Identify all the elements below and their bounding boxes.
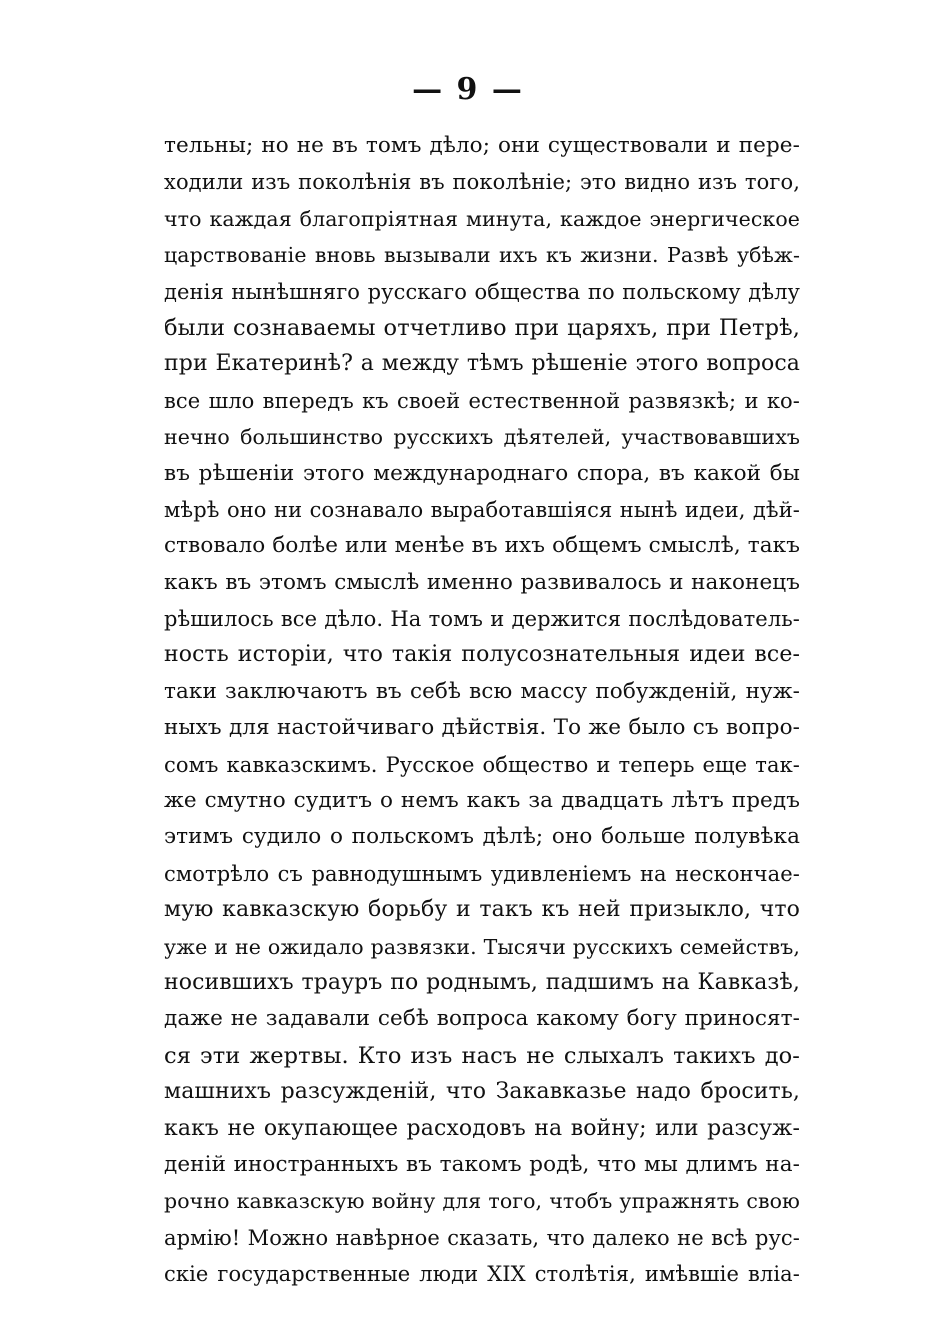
text-line: скіе государственные люди XIX столѣтія, имѣвшіе вліа-	[164, 1262, 800, 1287]
text-line: рѣшилось все дѣло. На томъ и держится послѣдователь-	[164, 607, 800, 632]
text-line: этимъ судило о польскомъ дѣлѣ; оно больше полувѣка	[164, 824, 800, 850]
text-line: все шло впередъ къ своей естественной развязкѣ; и ко-	[164, 388, 800, 413]
text-line: смотрѣло съ равнодушнымъ удивленіемъ на нескончае-	[164, 861, 800, 886]
text-line: тельны; но не въ томъ дѣло; они существовали и пере-	[164, 133, 800, 158]
text-line: ходили изъ поколѣнія въ поколѣніе; это видно изъ того,	[164, 170, 800, 195]
text-line: машнихъ разсужденій, что Закавказье надо бросить,	[164, 1079, 800, 1105]
page-number: — 9 —	[412, 72, 524, 107]
text-line: были сознаваемы отчетливо при царяхъ, при Петрѣ,	[164, 314, 800, 341]
body-text	[164, 128, 800, 1293]
text-line: армію! Можно навѣрное сказать, что далеко не всѣ рус-	[164, 1225, 800, 1250]
text-line: сомъ кавказскимъ. Русское общество и теперь еще так-	[164, 752, 800, 777]
text-line: ся эти жертвы. Кто изъ насъ не слыхалъ такихъ до-	[164, 1042, 800, 1069]
text-line: царствованіе вновь вызывали ихъ къ жизни. Развѣ убѣж-	[164, 243, 800, 268]
text-line: какъ въ этомъ смыслѣ именно развивалось и наконецъ	[164, 569, 800, 595]
text-line: мую кавказскую борьбу и такъ къ ней призыкло, что	[164, 897, 800, 923]
text-line: деній иностранныхъ въ такомъ родѣ, что мы длимъ на-	[164, 1151, 800, 1177]
text-line: уже и не ожидало развязки. Тысячи русскихъ семействъ,	[164, 934, 800, 959]
text-line: таки заключаютъ въ себѣ всю массу побужденій, нуж-	[164, 678, 800, 704]
text-line: ныхъ для настойчиваго дѣйствія. То же было съ вопро-	[164, 715, 800, 741]
text-line: что каждая благопріятная минута, каждое энергическое	[164, 206, 800, 231]
text-line: мѣрѣ оно ни сознавало выработавшіяся нынѣ идеи, дѣй-	[164, 497, 800, 522]
text-line: же смутно судитъ о немъ какъ за двадцать лѣтъ предъ	[164, 788, 800, 814]
text-line: при Екатеринѣ? а между тѣмъ рѣшеніе этого вопроса	[164, 351, 800, 377]
text-line: ность исторіи, что такія полусознательныя идеи все-	[164, 642, 800, 668]
text-line: носившихъ трауръ по роднымъ, падшимъ на Кавказѣ,	[164, 969, 800, 995]
text-line: ствовало болѣе или менѣе въ ихъ общемъ смыслѣ, такъ	[164, 533, 800, 559]
text-line: нечно большинство русскихъ дѣятелей, участвовавшихъ	[164, 425, 800, 450]
text-line: денія нынѣшняго русскаго общества по польскому дѣлу	[164, 279, 800, 304]
text-line: въ рѣшеніи этого международнаго спора, въ какой бы	[164, 460, 800, 486]
text-line: рочно кавказскую войну для того, чтобъ упражнять свою	[164, 1189, 800, 1214]
text-line: какъ не окупающее расходовъ на войну; или разсуж-	[164, 1115, 800, 1141]
text-line: даже не задавали себѣ вопроса какому богу приносят-	[164, 1006, 800, 1032]
